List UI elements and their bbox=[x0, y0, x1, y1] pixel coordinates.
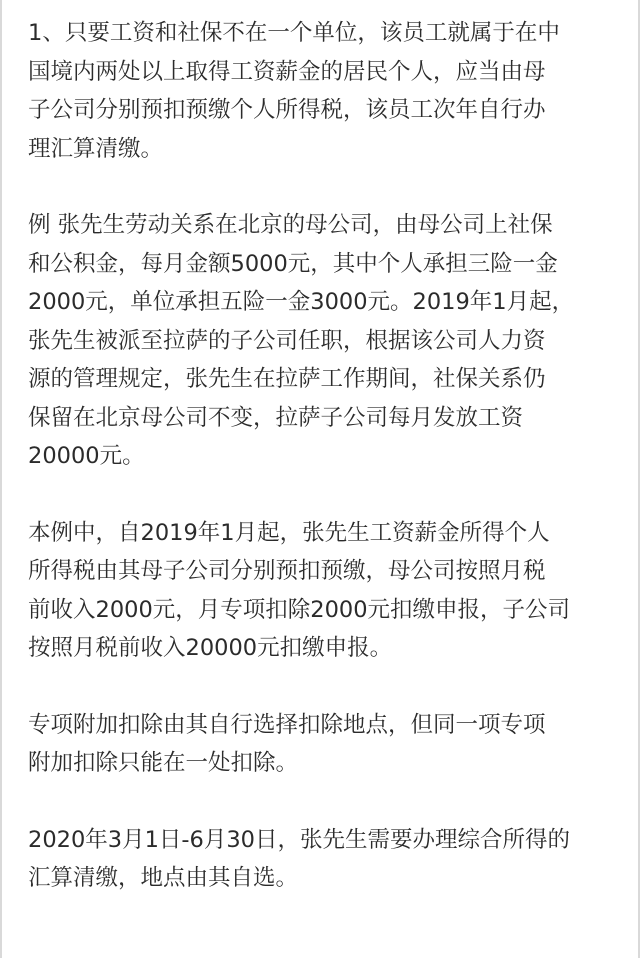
text-line: 汇算清缴，地点由其自选。 bbox=[28, 865, 299, 891]
text-line: 本例中，自2019年1月起，张先生工资薪金所得个人 bbox=[28, 519, 550, 546]
paragraph-gap bbox=[28, 783, 620, 821]
paragraph-deduction bbox=[28, 706, 620, 783]
text-line: 国境内两处以上取得工资薪金的居民个人，应当由母 bbox=[28, 58, 546, 85]
text-line: 所得税由其母子公司分别预扣预缴，母公司按照月税 bbox=[28, 558, 546, 584]
text-line: 前收入2000元，月专项扣除2000元扣缴申报，子公司 bbox=[28, 596, 571, 623]
text-line: 附加扣除只能在一处扣除。 bbox=[28, 750, 299, 776]
paragraph-settlement bbox=[28, 821, 620, 898]
paragraph-gap bbox=[28, 168, 620, 206]
text-line: 例 张先生劳动关系在北京的母公司，由母公司上社保 bbox=[28, 212, 553, 238]
text-line: 2000元，单位承担五险一金3000元。2019年1月起， bbox=[28, 289, 575, 315]
paragraph-rule bbox=[28, 14, 620, 168]
text-line: 理汇算清缴。 bbox=[28, 135, 164, 162]
text-line: 和公积金，每月金额5000元，其中个人承担三险一金 bbox=[28, 250, 558, 277]
text-line: 子公司分别预扣预缴个人所得税，该员工次年自行办 bbox=[28, 97, 546, 123]
text-line: 20000元。 bbox=[28, 443, 145, 469]
article-body bbox=[28, 14, 620, 898]
text-line: 按照月税前收入20000元扣缴申报。 bbox=[28, 635, 393, 661]
text-line: 1、只要工资和社保不在一个单位，该员工就属于在中 bbox=[28, 20, 560, 46]
text-line: 张先生被派至拉萨的子公司任职，根据该公司人力资 bbox=[28, 327, 546, 354]
paragraph-example bbox=[28, 206, 620, 476]
text-line: 专项附加扣除由其自行选择扣除地点，但同一项专项 bbox=[28, 711, 546, 738]
paragraph-gap bbox=[28, 476, 620, 514]
text-line: 2020年3月1日-6月30日，张先生需要办理综合所得的 bbox=[28, 826, 570, 853]
text-line: 源的管理规定，张先生在拉萨工作期间，社保关系仍 bbox=[28, 366, 546, 392]
text-line: 保留在北京母公司不变，拉萨子公司每月发放工资 bbox=[28, 404, 524, 431]
paragraph-analysis bbox=[28, 514, 620, 668]
paragraph-gap bbox=[28, 668, 620, 706]
left-border bbox=[0, 0, 2, 958]
